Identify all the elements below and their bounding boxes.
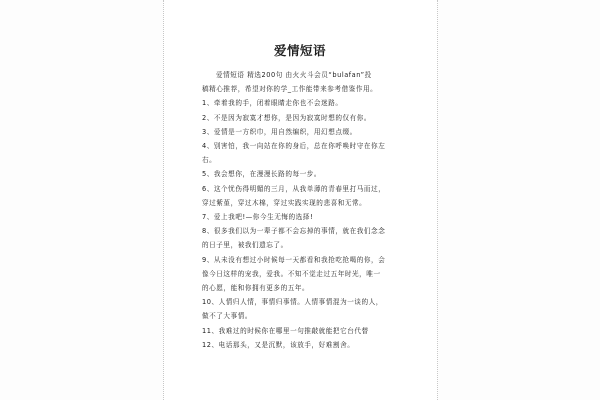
quote-line: 7、爱上我吧!—你今生无悔的选择!	[202, 213, 314, 222]
quote-line: 的日子里，被我们遗忘了。	[202, 241, 288, 250]
quote-line: 6、这个忧伤得明媚的三月，从我单薄的青春里打马而过，	[202, 184, 386, 193]
intro-line: 稿精心推荐，希望对你的学_工作能带来参考借鉴作用。	[202, 85, 378, 94]
quote-line: 5、我会想你，在漫漫长路的每一步。	[202, 170, 322, 179]
quote-line: 的心愿，能和你拥有更多的五年。	[202, 284, 310, 293]
quote-line: 2、不是因为寂寞才想你，是因为寂寞时想的仅有你。	[202, 113, 372, 122]
quote-line: 像今日这样的宠我，爱我。不知不觉走过五年时光，唯一	[202, 269, 381, 278]
quote-line: 右。	[202, 156, 217, 165]
quote-line: 9、从未没有想过小时候每一天都看和我抢吃抢喝的你，会	[202, 255, 386, 264]
quote-line: 10、人情归人情，事情归事情。人情事情混为一谈的人，	[202, 298, 383, 307]
quote-line: 8、很多我们以为一辈子都不会忘掉的事情，就在我们念念	[202, 227, 386, 236]
quote-line: 11、我难过的时候你在哪里一句推敲就能把它台代替	[202, 326, 369, 335]
intro-line: 爱情短语 精选200句 由火火斗会员“bulafan”投	[216, 71, 372, 79]
document-title: 爱情短语	[273, 43, 326, 58]
quote-line: 做不了大事情。	[202, 312, 253, 321]
quote-line: 12、电话那头，又是沉默，该放手，好难割舍。	[202, 340, 355, 349]
quote-line: 穿过紫堇，穿过木棉，穿过实践实现的悲喜和无常。	[202, 198, 367, 207]
quote-line: 4、别害怕，我一向站在你的身后，总在你呼唤时守在你左	[202, 142, 386, 151]
document-body	[202, 68, 426, 352]
quote-line: 1、牵着我的手，闭着眼睛走你也不会迷路。	[202, 99, 343, 108]
quote-line: 3、爱情是一方织巾，用自然编织，用幻想点缀。	[202, 127, 357, 136]
